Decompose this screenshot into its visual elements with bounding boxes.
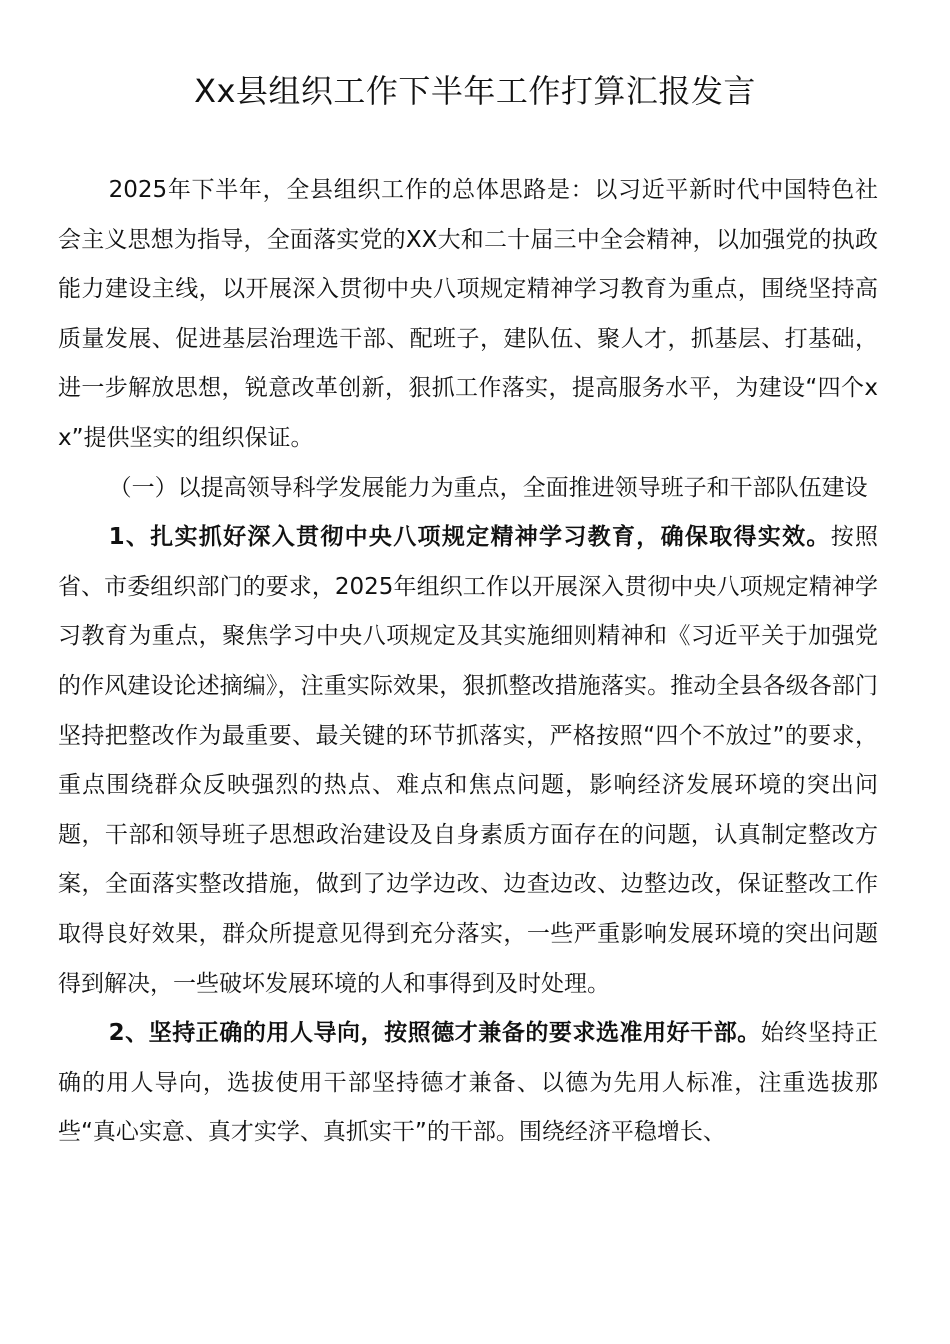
item-1-lead: 1、扎实抓好深入贯彻中央八项规定精神学习教育，确保取得实效。 bbox=[108, 524, 831, 551]
document-body bbox=[58, 166, 878, 1158]
intro-paragraph-text: 2025年下半年，全县组织工作的总体思路是：以习近平新时代中国特色社会主义思想为指导，全面落实党的XX大和二十届三中全会精神，以加强党的执政能力建设主线，以开展深入贯彻中央八项规定精神学习教育为重点，围绕坚持高质量发展、促进基层治理选干部、配班子，建队伍、聚人才，抓基层、打基础，进一步解放思想，锐意改革创新，狠抓工作落实，提高服务水平，为建设“四个xx”提供坚实的组织保证。 bbox=[58, 177, 878, 451]
item-2-lead: 2、坚持正确的用人导向，按照德才兼备的要求选准用好干部。 bbox=[108, 1020, 761, 1047]
intro-paragraph bbox=[58, 166, 878, 464]
item-1-text: 按照省、市委组织部门的要求，2025年组织工作以开展深入贯彻中央八项规定精神学习教育为重点，聚焦学习中央八项规定及其实施细则精神和《习近平关于加强党的作风建设论述摘编》，注重实际效果，狠抓整改措施落实。推动全县各级各部门坚持把整改作为最重要、最关键的环节抓落实，严格按照“四个不放过”的要求，重点围绕群众反映强烈的热点、难点和焦点问题，影响经济发展环境的突出问题，干部和领导班子思想政治建设及自身素质方面存在的问题，认真制定整改方案，全面落实整改措施，做到了边学边改、边查边改、边整边改，保证整改工作取得良好效果，群众所提意见得到充分落实，一些严重影响发展环境的突出问题得到解决，一些破坏发展环境的人和事得到及时处理。 bbox=[58, 524, 878, 997]
item-2-text: 始终坚持正确的用人导向，选拔使用干部坚持德才兼备、以德为先用人标准，注重选拔那些“真心实意、真才实学、真抓实干”的干部。围绕经济平稳增长、 bbox=[58, 1020, 879, 1146]
document-title: Xx县组织工作下半年工作打算汇报发言 bbox=[194, 72, 756, 110]
item-2-paragraph bbox=[58, 1009, 878, 1158]
section-heading-1-text: （一）以提高领导科学发展能力为重点，全面推进领导班子和干部队伍建设 bbox=[108, 474, 868, 501]
item-1-paragraph bbox=[58, 513, 878, 1009]
section-heading-1 bbox=[58, 464, 878, 514]
